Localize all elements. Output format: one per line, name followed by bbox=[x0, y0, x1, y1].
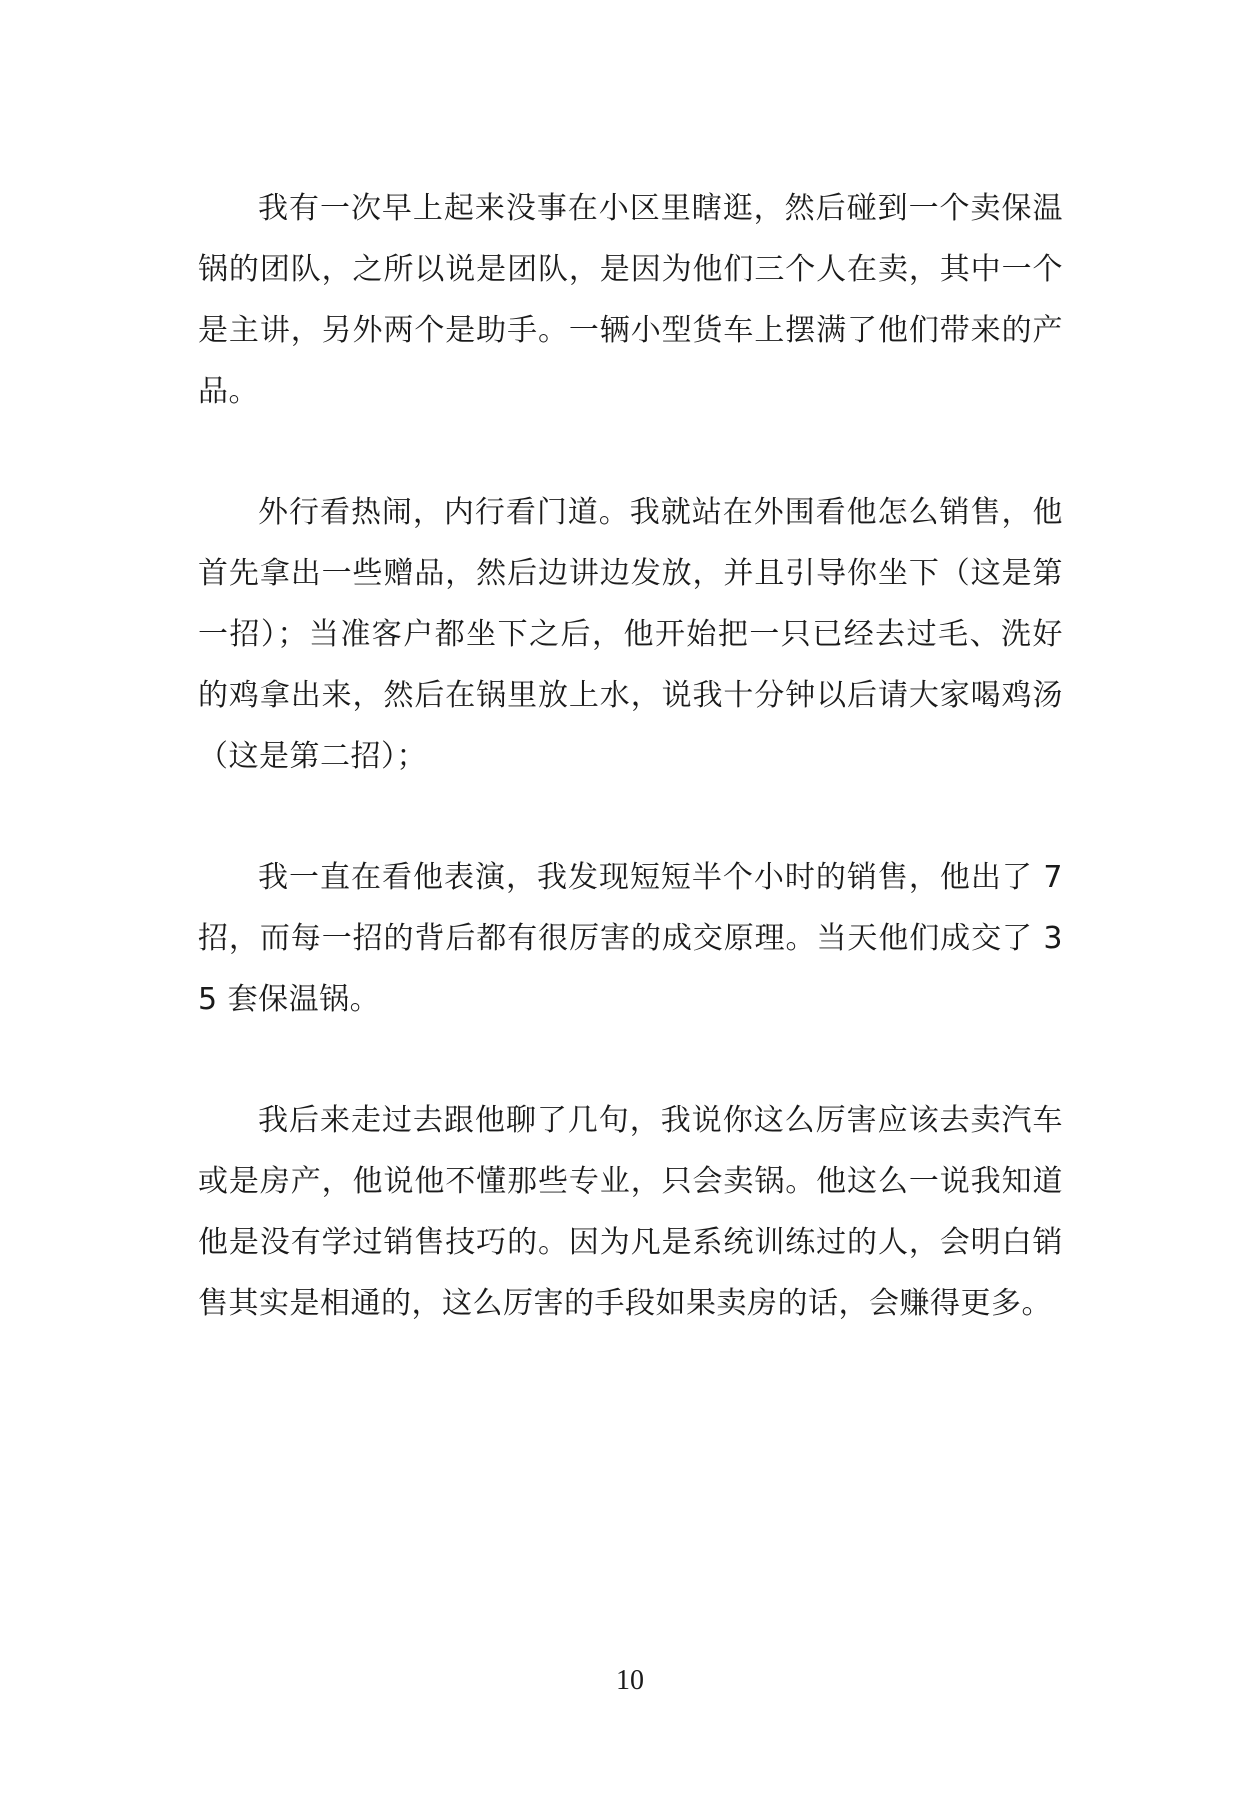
paragraph: 我有一次早上起来没事在小区里瞎逛，然后碰到一个卖保温锅的团队，之所以说是团队，是因为他们三个人在卖，其中一个是主讲，另外两个是助手。一辆小型货车上摆满了他们带来的产品。 bbox=[198, 191, 1063, 409]
paragraph: 我后来走过去跟他聊了几句，我说你这么厉害应该去卖汽车或是房产，他说他不懂那些专业，只会卖锅。他这么一说我知道他是没有学过销售技巧的。因为凡是系统训练过的人，会明白销售其实是相通的，这么厉害的手段如果卖房的话，会赚得更多。 bbox=[198, 1103, 1063, 1321]
page-number: 10 bbox=[616, 1665, 644, 1696]
body-text bbox=[198, 178, 1063, 1394]
paragraph: 外行看热闹，内行看门道。我就站在外围看他怎么销售，他首先拿出一些赠品，然后边讲边发放，并且引导你坐下（这是第一招）；当准客户都坐下之后，他开始把一只已经去过毛、洗好的鸡拿出来，然后在锅里放上水，说我十分钟以后请大家喝鸡汤（这是第二招）； bbox=[198, 495, 1063, 774]
paragraph: 我一直在看他表演，我发现短短半个小时的销售，他出了 7 招，而每一招的背后都有很厉害的成交原理。当天他们成交了 35 套保温锅。 bbox=[198, 860, 1063, 1017]
